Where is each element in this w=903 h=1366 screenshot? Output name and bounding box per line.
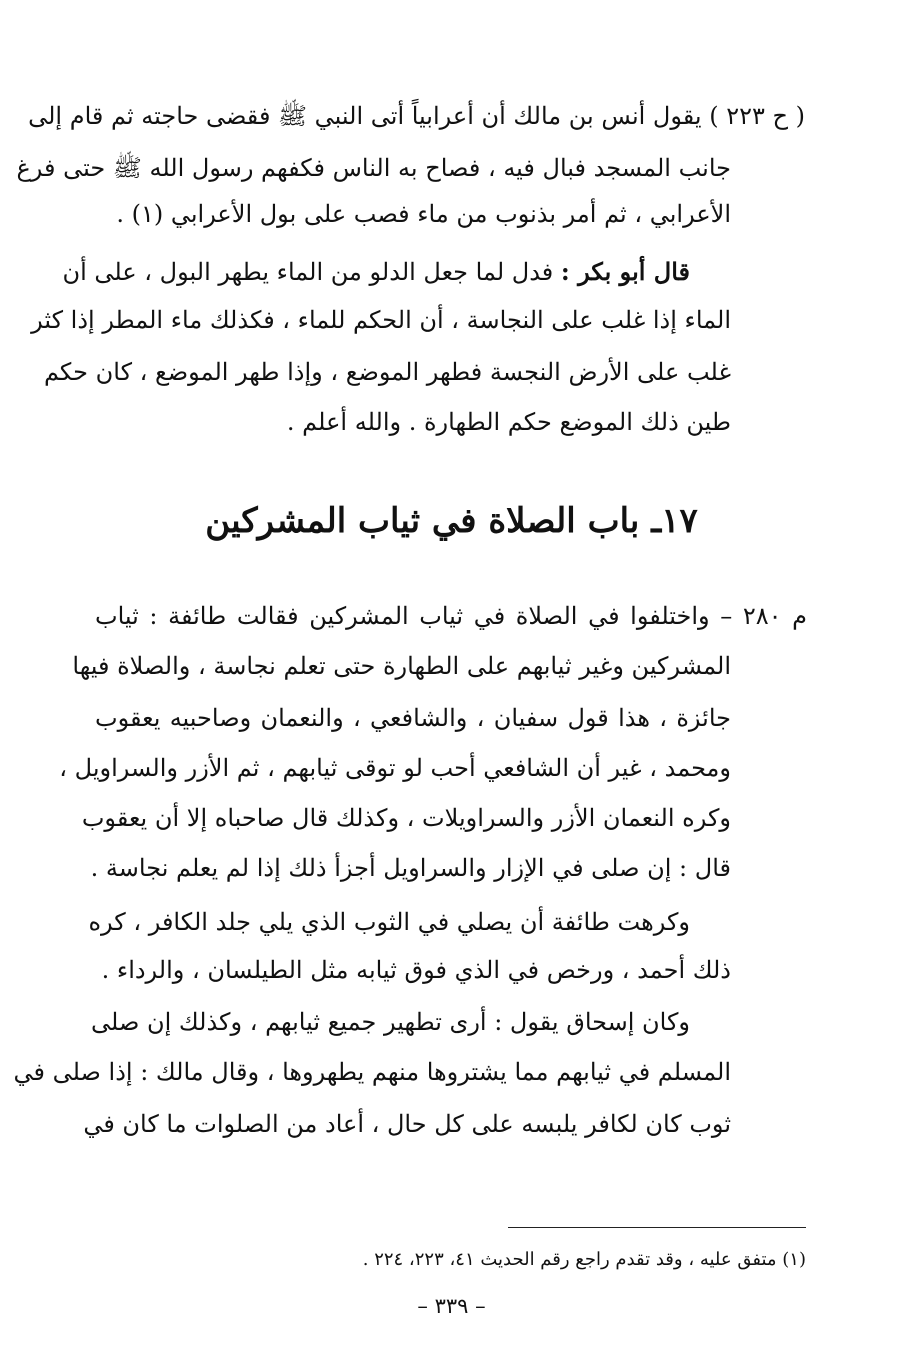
hadith-223-line-2: جانب المسجد فبال فيه ، فصاح به الناس فكفهم رسول الله ﷺ حتى فرغ [16, 154, 731, 182]
abu-bakr-line-1-text: فدل لما جعل الدلو من الماء يطهر البول ، على أن [62, 258, 554, 286]
masala-280-line-6: قال : إن صلى في الإزار والسراويل أجزأ ذلك إذا لم يعلم نجاسة . [90, 854, 731, 882]
abu-bakr-line-2: الماء إذا غلب على النجاسة ، أن الحكم للماء ، فكذلك ماء المطر إذا كثر [31, 306, 731, 334]
abu-bakr-line-4: طين ذلك الموضع حكم الطهارة . والله أعلم . [286, 408, 731, 436]
masala-280-line-2: المشركين وغير ثيابهم على الطهارة حتى تعلم نجاسة ، والصلاة فيها [72, 652, 731, 680]
masala-280-line-1: م ٢٨٠ – واختلفوا في الصلاة في ثياب المشركين فقالت طائفة : ثياب [95, 602, 807, 630]
ishaq-line-1: وكان إسحاق يقول : أرى تطهير جميع ثيابهم ، وكذلك إن صلى [91, 1008, 690, 1036]
abu-bakr-line-3: غلب على الأرض النجسة فطهر الموضع ، وإذا طهر الموضع ، كان حكم [43, 358, 731, 386]
footnote-separator [508, 1227, 806, 1228]
karihat-line-1: وكرهت طائفة أن يصلي في الثوب الذي يلي جلد الكافر ، كره [88, 908, 690, 936]
karihat-line-2: ذلك أحمد ، ورخص في الذي فوق ثيابه مثل الطيلسان ، والرداء . [101, 956, 731, 984]
ishaq-line-2: المسلم في ثيابهم مما يشتروها منهم يطهروها ، وقال مالك : إذا صلى في [13, 1058, 731, 1086]
footnote-1: (١) متفق عليه ، وقد تقدم راجع رقم الحديث ٤١، ٢٢٣، ٢٢٤ . [362, 1249, 806, 1270]
abu-bakr-line-1 [62, 254, 690, 290]
speaker-abu-bakr: قال أبو بكر : [560, 257, 690, 286]
ishaq-line-3: ثوب كان لكافر يلبسه على كل حال ، أعاد من الصلوات ما كان في [83, 1110, 731, 1138]
hadith-223-line-1: ( ح ٢٢٣ ) يقول أنس بن مالك أن أعرابياً أتى النبي ﷺ فقضى حاجته ثم قام إلى [28, 102, 805, 130]
hadith-223-line-3: الأعرابي ، ثم أمر بذنوب من ماء فصب على بول الأعرابي (١) . [116, 200, 731, 228]
chapter-title: ١٧ـ باب الصلاة في ثياب المشركين [205, 501, 698, 541]
masala-280-line-3: جائزة ، هذا قول سفيان ، والشافعي ، والنعمان وصاحبيه يعقوب [95, 704, 731, 732]
page-number: – ٣٣٩ – [417, 1294, 486, 1318]
masala-280-line-4: ومحمد ، غير أن الشافعي أحب لو توقى ثيابهم ، ثم الأزر والسراويل ، [59, 754, 731, 782]
masala-280-line-5: وكره النعمان الأزر والسراويلات ، وكذلك قال صاحباه إلا أن يعقوب [81, 804, 731, 832]
